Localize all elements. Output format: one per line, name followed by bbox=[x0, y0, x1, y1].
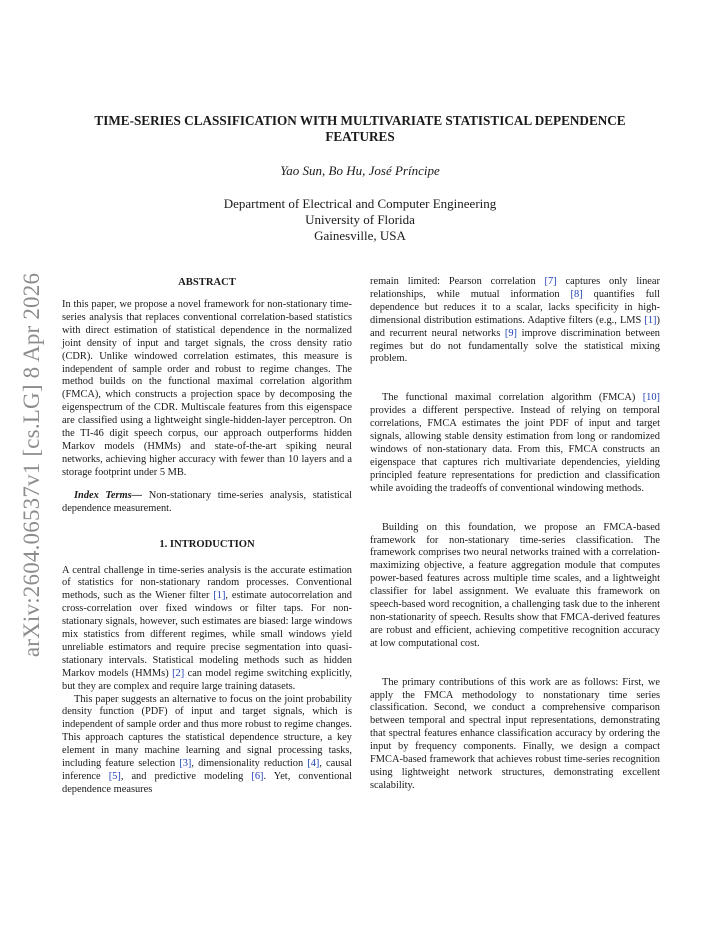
index-terms-text: Non-stationary time-series analysis, statistical dependence measurement. bbox=[62, 489, 352, 514]
university: University of Florida bbox=[305, 212, 415, 227]
intro-heading: 1. INTRODUCTION bbox=[159, 538, 255, 550]
intro-paragraph-1: A central challenge in time-series analysis is the accurate estimation of statistics for non-stationary random processes. Conventional methods, such as the Wiener filter [1], estimate autocorrelation and cross-correlation over fixed windows or filter taps. For non-stationary signals, however, such estimates are biased: large windows mix statistics from different regimes, while small windows yield unreliable estimators and require precise segmentation into quasi-stationary intervals. Statistical modeling methods such as hidden Markov models (HMMs) [2] can model regime switching explicitly, but they are complex and require large training datasets. bbox=[62, 564, 352, 692]
citation-link[interactable]: [9] bbox=[504, 327, 517, 339]
arxiv-id: arXiv:2604.06537v1 [cs.LG] 8 Apr 2026 bbox=[18, 272, 44, 658]
index-terms-label: Index Terms— bbox=[74, 489, 143, 501]
abstract-text: In this paper, we propose a novel framework for non-stationary time-series analysis that replaces conventional correlation-based statistics with direct estimation of statistical dependence in the normalized joint density of input and target signals, the cross density ratio (CDR). Unlike windowed correlation estimates, this measure is independent of sample order and robust to regime changes. The method builds on the functional maximal correlation algorithm (FMCA), which constructs a projection space by decomposing the eigenspectrum of the CDR. Multiscale features from this eigenspace are classified using a lightweight single-hidden-layer perceptron. On the TI-46 digit speech corpus, our approach outperforms hidden Markov models (HMMs) and state-of-the-art spiking neural networks, achieving higher accuracy with fewer than 10 layers and a storage footprint under 5 MB. bbox=[62, 299, 352, 478]
paper-title bbox=[60, 113, 660, 145]
citation-link[interactable]: [7] bbox=[544, 276, 557, 287]
abstract-heading: ABSTRACT bbox=[178, 277, 236, 288]
title-line-1: TIME-SERIES CLASSIFICATION WITH MULTIVARIATE STATISTICAL DEPENDENCE bbox=[94, 113, 626, 128]
city: Gainesville, USA bbox=[314, 228, 406, 243]
citation-link[interactable]: [10] bbox=[642, 392, 660, 404]
title-line-2: FEATURES bbox=[325, 129, 395, 144]
citation-link[interactable]: [1] bbox=[213, 590, 226, 602]
department: Department of Electrical and Computer Engineering bbox=[223, 196, 497, 211]
right-paragraph-4: The primary contributions of this work are as follows: First, we apply the FMCA methodology to nonstationary time series classification. Second, we conduct a comprehensive comparison between temporal and spectral input representations, demonstrating that spectral features enhance classification accuracy by ordering the input by frequency components. Finally, we design a compact FMCA-based framework that achieves robust time-series recognition using lightweight network structures, demonstrating excellent scalability. bbox=[370, 676, 660, 791]
citation-link[interactable]: [8] bbox=[570, 288, 583, 300]
right-paragraph-3: Building on this foundation, we propose an FMCA-based framework for non-stationary time-series classification. The framework comprises two neural networks trained with a correlation-maximizing objective, a feature aggregation module that computes power-based features across multiple time scales, and a lightweight classifier for label assignment. We evaluate this framework on speech-based word recognition, a challenging task due to the inherent non-stationarity of speech. Results show that FMCA-derived features are robust and efficient, achieving competitive recognition accuracy at low computational cost. bbox=[370, 521, 660, 649]
citation-link[interactable]: [5] bbox=[108, 771, 121, 782]
index-terms bbox=[62, 490, 352, 516]
right-paragraph-1: remain limited: Pearson correlation [7] captures only linear relationships, while mutual information [8] quantifies full dependence but reduces it to a scalar, lacks specificity in high-dimensional distribution estimations. Adaptive filters (e.g., LMS [1]) and recurrent neural networks [9] improve discrimination between regimes but do not fundamentally solve the statistical mixing problem. bbox=[370, 276, 661, 365]
citation-link[interactable]: [3] bbox=[179, 758, 192, 770]
citation-link[interactable]: [6] bbox=[251, 771, 264, 782]
right-paragraph-2: The functional maximal correlation algorithm (FMCA) [10] provides a different perspective. Instead of relying on temporal correlations, FMCA estimates the joint PDF of input and target signals, allowing stable density estimation from long or randomized windows of non-stationary data. From this, FMCA constructs an eigenspace that captures rich multivariate dependencies, yielding principled feature representations for prediction and classification while avoiding the tradeoffs of conventional windowing methods. bbox=[370, 392, 660, 494]
right-column bbox=[370, 276, 660, 793]
affiliation bbox=[60, 196, 660, 244]
citation-link[interactable]: [2] bbox=[172, 667, 185, 679]
citation-link[interactable]: [4] bbox=[307, 758, 320, 770]
left-column bbox=[62, 276, 352, 797]
citation-link[interactable]: [1] bbox=[644, 314, 657, 326]
intro-paragraph-2: This paper suggests an alternative to focus on the joint probability density function (PDF) of input and target signals, which is independent of sample order and thus more robust to regime changes. This approach captures the statistical dependence structure, a key element in many machine learning and signal processing tasks, including feature selection [3], dimensionality reduction [4], causal inference [5], and predictive modeling [6]. Yet, conventional dependence measures bbox=[62, 693, 352, 795]
authors: Yao Sun, Bo Hu, José Príncipe bbox=[280, 163, 440, 178]
arxiv-sidebar bbox=[16, 265, 47, 665]
